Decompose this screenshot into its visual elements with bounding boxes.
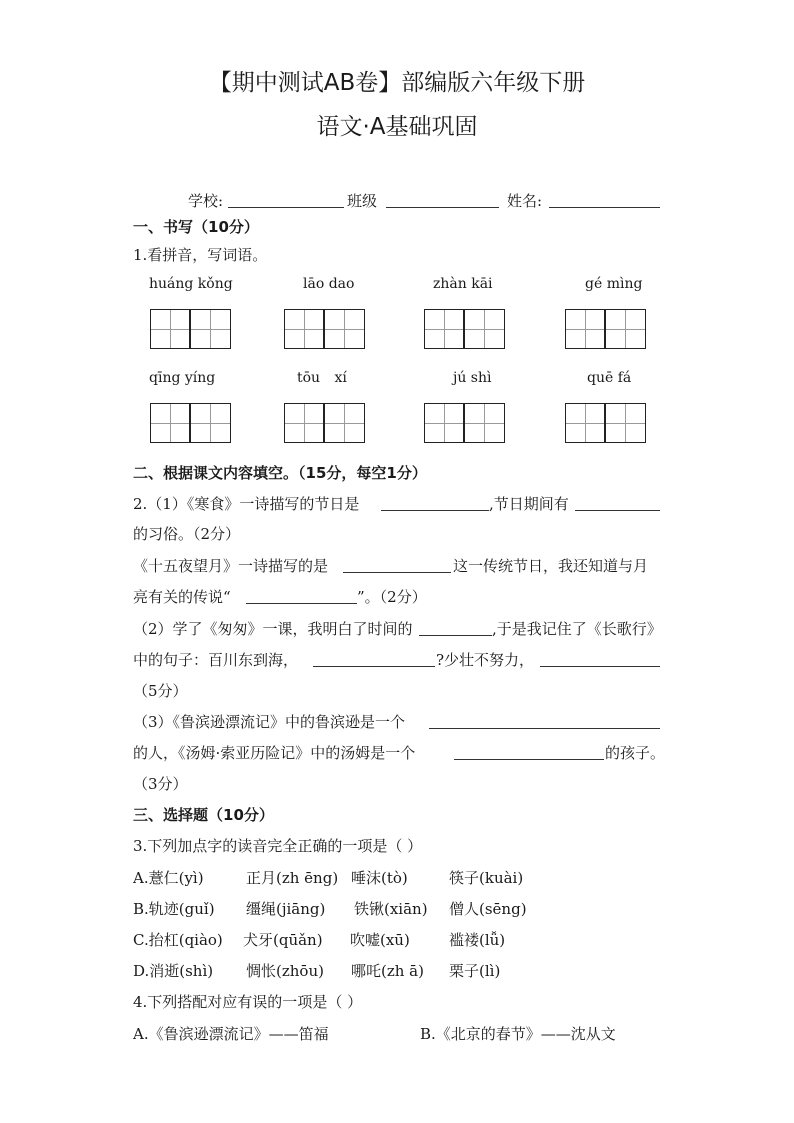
question-text: ”。（2分） xyxy=(357,588,427,606)
writing-grid[interactable] xyxy=(284,403,365,443)
question-text: （3）《鲁滨逊漂流记》中的鲁滨逊是一个 xyxy=(133,713,406,731)
pinyin-label: qīng yíng xyxy=(149,370,216,386)
question-text: 的孩子。 xyxy=(605,744,666,762)
question-text: 2.（1）《寒食》一诗描写的节日是 xyxy=(133,495,360,513)
option-item: 铁锹(xiān) xyxy=(354,900,428,918)
answer-blank[interactable] xyxy=(429,714,660,729)
answer-blank[interactable] xyxy=(419,621,492,636)
page-title: 【期中测试AB卷】部编版六年级下册 xyxy=(208,70,586,96)
writing-grid[interactable] xyxy=(565,403,646,443)
pinyin-label: gé mìng xyxy=(585,276,643,292)
option-item: 僧人(sēng) xyxy=(449,900,527,918)
option-item: 栗子(lì) xyxy=(449,962,501,980)
question-text: （2）学了《匆匆》一课，我明白了时间的 xyxy=(133,620,413,638)
question-text: （5分） xyxy=(133,682,188,700)
question-text: 亮有关的传说“ xyxy=(133,588,231,606)
question-text: 4.下列搭配对应有误的一项是（ ） xyxy=(133,993,363,1011)
answer-blank[interactable] xyxy=(246,589,357,604)
option-item: 哪吒(zh ā) xyxy=(351,962,424,980)
option-item: 缰绳(jiāng) xyxy=(246,900,326,918)
writing-grid[interactable] xyxy=(284,309,365,349)
question-text: 的习俗。（2分） xyxy=(133,525,241,543)
answer-blank[interactable] xyxy=(540,652,660,667)
option-item: 吹嘘(xū) xyxy=(350,931,410,949)
school-field[interactable] xyxy=(228,193,344,208)
question-text: ,节日期间有 xyxy=(489,495,569,513)
section-heading: 一、书写（10分） xyxy=(133,218,259,236)
question-text: ?少壮不努力， xyxy=(436,651,535,669)
section-heading: 三、选择题（10分） xyxy=(133,806,274,824)
answer-blank[interactable] xyxy=(381,496,489,511)
pinyin-label: lāo dao xyxy=(303,276,355,292)
option-item: 犬牙(qūǎn) xyxy=(243,931,323,949)
option-item: B.《北京的春节》——沈从文 xyxy=(420,1025,616,1043)
pinyin-label: tōu xí xyxy=(297,370,347,386)
question-text: 3.下列加点字的读音完全正确的一项是（ ） xyxy=(133,837,423,855)
pinyin-label: zhàn kāi xyxy=(433,276,493,292)
question-text: 《十五夜望月》一诗描写的是 xyxy=(133,557,329,575)
writing-grid[interactable] xyxy=(565,309,646,349)
option-item: A.《鲁滨逊漂流记》——笛福 xyxy=(133,1025,329,1043)
question-text: 这一传统节日，我还知道与月 xyxy=(453,557,649,575)
answer-blank[interactable] xyxy=(313,652,435,667)
answer-blank[interactable] xyxy=(454,745,604,760)
class-field[interactable] xyxy=(386,193,499,208)
writing-grid[interactable] xyxy=(424,309,505,349)
answer-blank[interactable] xyxy=(343,558,451,573)
option-item: 正月(zh ēng) xyxy=(246,869,339,887)
writing-grid[interactable] xyxy=(150,309,231,349)
school-label: 学校: xyxy=(188,192,224,210)
question-text: 1.看拼音，写词语。 xyxy=(133,246,268,264)
option-item: 唾沫(tò) xyxy=(351,869,408,887)
option-item: 惆怅(zhōu) xyxy=(246,962,324,980)
pinyin-label: huáng kǒng xyxy=(149,276,233,292)
question-text: 的人，《汤姆·索亚历险记》中的汤姆是一个 xyxy=(133,744,416,762)
option-item: 褴褛(lǚ) xyxy=(449,931,506,949)
writing-grid[interactable] xyxy=(424,403,505,443)
name-label: 姓名: xyxy=(507,192,543,210)
section-heading: 二、根据课文内容填空。（15分，每空1分） xyxy=(133,464,427,482)
class-label: 班级 xyxy=(347,192,378,210)
option-item: B.轨迹(guǐ) xyxy=(133,900,215,918)
option-item: D.消逝(shì) xyxy=(133,962,214,980)
option-item: C.抬杠(qiào) xyxy=(133,931,223,949)
pinyin-label: quē fá xyxy=(587,370,632,386)
answer-blank[interactable] xyxy=(575,496,660,511)
name-field[interactable] xyxy=(549,193,660,208)
question-text: ,于是我记住了《长歌行》 xyxy=(492,620,662,638)
pinyin-label: jú shì xyxy=(453,370,492,386)
writing-grid[interactable] xyxy=(150,403,231,443)
page-subtitle: 语文·A基础巩固 xyxy=(316,114,478,140)
question-text: （3分） xyxy=(133,775,188,793)
option-item: 筷子(kuài) xyxy=(449,869,524,887)
question-text: 中的句子：百川东到海， xyxy=(133,651,299,669)
option-item: A.薏仁(yì) xyxy=(133,869,204,887)
